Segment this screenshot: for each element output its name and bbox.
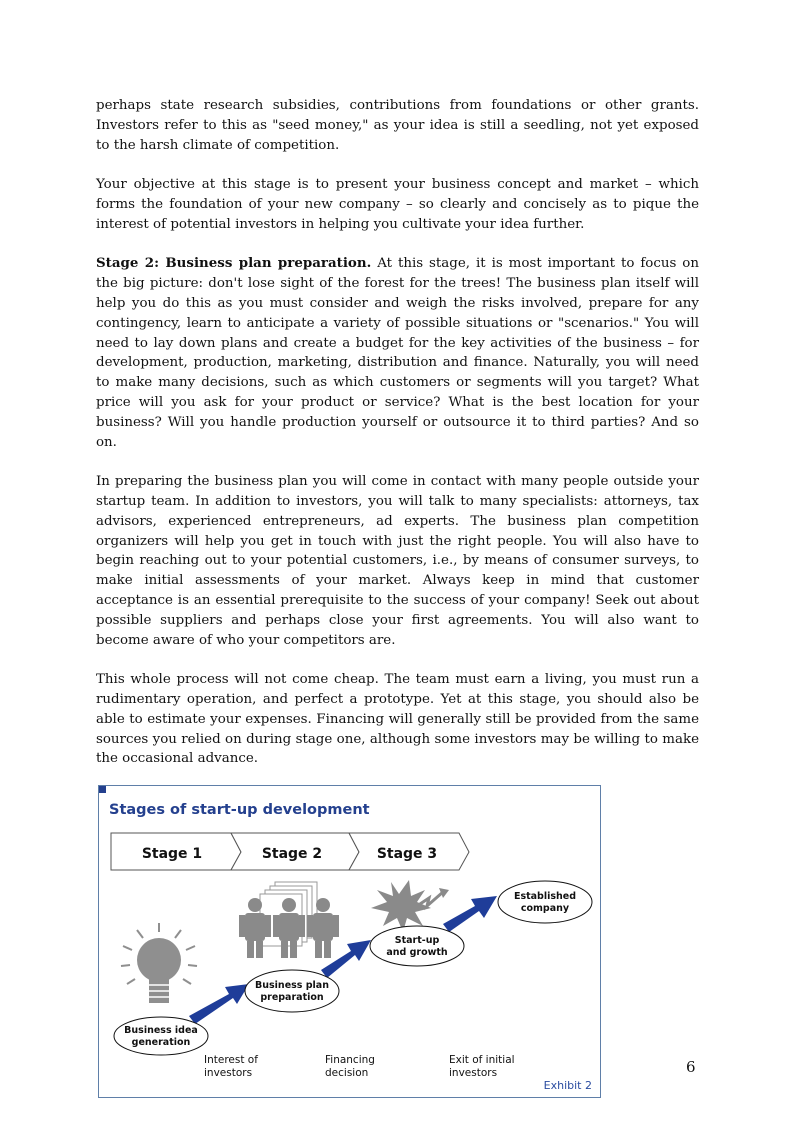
body-text: [96, 96, 699, 789]
stage-2-body: At this stage, it is most important to focus on the big picture: don't lose sight of the forest for the trees! The business plan itself will help you do this as you must consider and weigh the risks involved, prepare for any contingency, learn to anticipate a variety of possible situations or "scenarios." You will need to lay down plans and create a budget for the key activities of the business – for development, production, marketing, distribution and finance. Naturally, you will need to make many decisions, such as which customers or segments will you target? What price will you ask for your product or service? What is the best location for your business? Will you handle production yourself or outsource it to third parties? And so on.: [96, 256, 699, 450]
milestone-3-line-2: investors: [449, 1067, 498, 1079]
milestone-labels: [204, 1054, 515, 1079]
oval-text: Business idea: [124, 1025, 198, 1036]
paragraph: Your objective at this stage is to present your business concept and market – which forms the foundation of your new company – so clearly and concisely as to pique the interest of potential investors in helping you cultivate your idea further.: [96, 177, 699, 232]
paragraph: perhaps state research subsidies, contributions from foundations or other grants. Investors refer to this as "seed money," as your idea is still a seedling, not yet exposed to the harsh climate of competition.: [96, 98, 699, 153]
stage-2-heading: Stage 2: Business plan preparation.: [96, 255, 372, 272]
milestone-2-line-2: decision: [325, 1067, 369, 1079]
stage-bar: [111, 833, 469, 870]
oval-established-company: [498, 881, 592, 923]
starburst-icon: [371, 880, 449, 932]
stages-diagram: [99, 786, 602, 1099]
paragraph: In preparing the business plan you will come in contact with many people outside your startup team. In addition to investors, you will talk to many specialists: attorneys, tax advisors, experienced entrepreneurs, ad experts. The business plan competition organizers will help you get in touch with just the right people. You will also have to begin reaching out to your potential customers, i.e., by means of consumer surveys, to make initial assessments of your market. Always keep in mind that customer acceptance is an essential prerequisite to the success of your company! Seek out about possible suppliers and perhaps close your first agreements. You will also want to become aware of who your competitors are.: [96, 474, 699, 648]
page-number: 6: [686, 1058, 696, 1076]
oval-business-idea: [114, 1017, 208, 1055]
paragraph: This whole process will not come cheap. The team must earn a living, you must run a rudimentary operation, and perfect a prototype. Yet at this stage, you should also be able to estimate your expenses. Financing will generally still be provided from the same sources you relied on during stage one, although some investors may be willing to make the occasional advance.: [96, 672, 699, 767]
milestone-1-line-2: investors: [204, 1067, 253, 1079]
oval-text: and growth: [386, 947, 448, 958]
stage-3-label: Stage 3: [376, 846, 438, 862]
oval-startup-growth: [370, 926, 464, 966]
oval-text: preparation: [260, 992, 324, 1003]
oval-text: Established: [513, 891, 577, 902]
oval-text: Start-up: [394, 935, 440, 946]
oval-text: Business plan: [255, 980, 329, 991]
milestone-1-line-1: Interest of: [204, 1054, 258, 1066]
exhibit-figure: [98, 785, 601, 1098]
paragraph-stage-2: [96, 254, 699, 452]
figure-title: Stages of start-up development: [109, 802, 370, 818]
arrow-3: [443, 896, 497, 932]
stage-1-label: Stage 1: [141, 846, 203, 862]
exhibit-caption: Exhibit 2: [543, 1079, 592, 1092]
team-documents-icon: [239, 882, 339, 958]
milestone-2-line-1: Financing: [325, 1054, 375, 1066]
oval-text: company: [520, 903, 570, 914]
oval-business-plan: [245, 970, 339, 1012]
milestone-3-line-1: Exit of initial: [449, 1054, 515, 1066]
lightbulb-icon: [121, 923, 197, 1003]
oval-text: generation: [131, 1037, 191, 1048]
arrow-1: [189, 984, 249, 1024]
stage-2-label: Stage 2: [261, 846, 323, 862]
